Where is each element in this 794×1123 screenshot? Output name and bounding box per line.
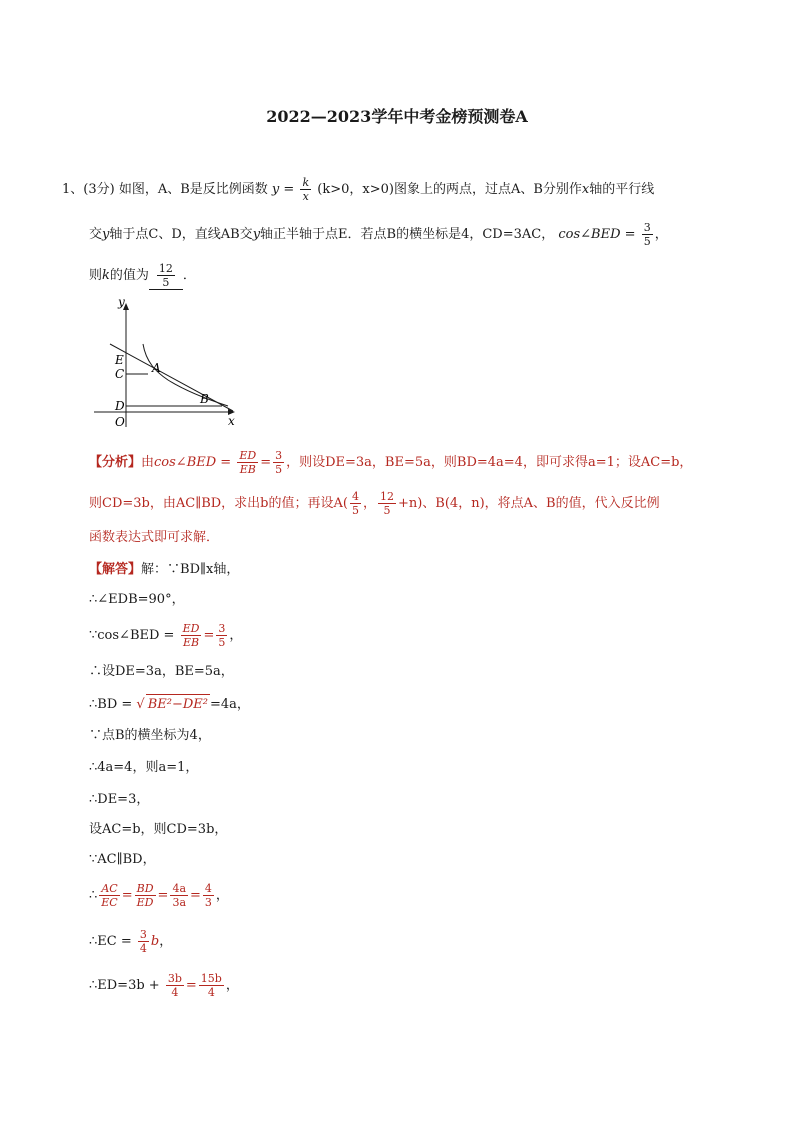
solution-line-12: ∴EC = $\frac{3}{4}$ b， (89, 928, 173, 955)
label-b: B (200, 392, 209, 406)
analysis-line-3: 函数表达式即可求解． (89, 530, 220, 545)
answer-blank: $\frac{12}{5}$ (149, 262, 183, 290)
solution-line-4: ∴设DE=3a，BE=5a， (89, 664, 234, 679)
solution-line-7: ∴4a=4，则a=1， (89, 760, 199, 775)
hyperbola-curve (143, 344, 228, 406)
label-x: x (228, 414, 235, 428)
coordinate-figure (88, 294, 248, 434)
label-d: D (115, 399, 125, 413)
label-e: E (115, 353, 124, 367)
solution-line-1: 【解答】解：∵BD∥x轴， (89, 562, 240, 577)
cos-fraction: $\frac{3}{5}$ (643, 221, 651, 248)
label-y: y (118, 295, 125, 309)
solution-line-8: ∴DE=3， (89, 792, 150, 807)
page-title: 2022—2023学年中考金榜预测卷A (266, 107, 528, 126)
analysis-line-2: 则CD=3b，由AC∥BD，求出b的值；再设A( $\frac{4}{5}$ ， $\frac{12}{5}$ +n)、B(4，n)，将点A、B的值，代入反比例 (89, 490, 660, 517)
analysis-line-1: 【分析】由cos∠BED = $\frac{ED}{EB}$ = $\frac{3}{5}$ ，则设DE=3a，BE=5a，则BD=4a=4，即可求得a=1；设AC=b， (89, 449, 693, 476)
solution-line-11: ∴ $\frac{AC}{EC}$ = $\frac{BD}{ED}$ = $\frac{4a}{3a}$ = $\frac{4}{3}$ ， (89, 882, 229, 909)
question-number: 1、(3分) (62, 182, 115, 197)
solution-line-2: ∴∠EDB=90°， (89, 592, 185, 607)
solution-line-10: ∵AC∥BD， (89, 852, 156, 867)
label-a: A (152, 361, 161, 375)
question-line-2: 交y轴于点C、D，直线AB交y轴正半轴于点E．若点B的横坐标是4，CD=3AC， cos∠BED = $\frac{3}{5}$ ， (89, 221, 668, 248)
label-o: O (115, 415, 125, 429)
label-c: C (115, 367, 125, 381)
line-ab (110, 344, 233, 411)
function-fraction: $\frac{k}{x}$ (302, 176, 310, 203)
question-line-3: 则k的值为 $\frac{12}{5}$ ． (89, 262, 196, 289)
solution-line-9: 设AC=b，则CD=3b， (89, 822, 228, 837)
solution-line-5: ∴BD = √ BE²−DE² =4a， (89, 694, 250, 715)
solution-line-13: ∴ED=3b + $\frac{3b}{4}$ = $\frac{15b}{4}$ ， (89, 972, 239, 999)
analysis-tag: 【分析】 (89, 455, 142, 470)
solution-tag: 【解答】 (89, 562, 142, 577)
solution-line-3: ∵cos∠BED = $\frac{ED}{EB}$ = $\frac{3}{5}$ ， (89, 622, 243, 649)
solution-line-6: ∵点B的横坐标为4， (89, 728, 211, 743)
question-line-1: 1、(3分) 如图，A、B是反比例函数 y = $\frac{k}{x}$ (k>0，x>0)图象上的两点，过点A、B分别作x轴的平行线 (62, 176, 655, 203)
